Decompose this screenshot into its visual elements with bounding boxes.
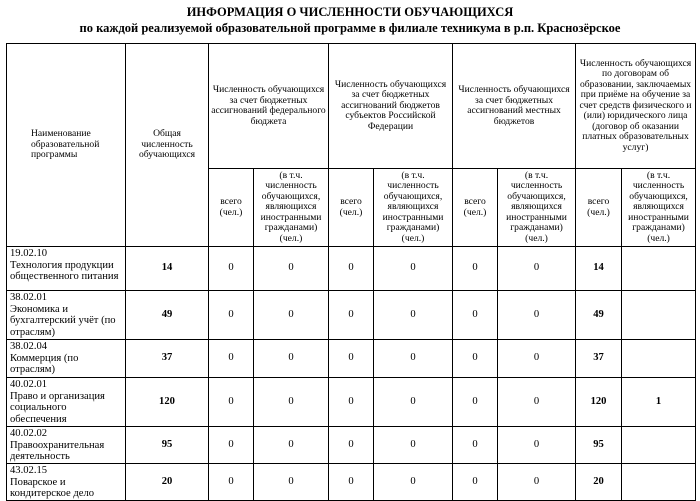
loc-all-cell: 0: [453, 291, 498, 340]
total-cell: 95: [126, 427, 209, 464]
total-cell: 14: [126, 247, 209, 291]
table-row: [7, 378, 696, 427]
header-fed-foreign: (в т.ч. численность обучающихся, являющихся иностранными гражданами) (чел.): [254, 169, 329, 247]
reg-all-cell: 0: [329, 340, 374, 378]
reg-foreign-cell: 0: [374, 291, 453, 340]
program-code: 38.02.01: [10, 292, 48, 303]
header-fed-all: всего (чел.): [209, 169, 254, 247]
paid-foreign-cell: [622, 427, 696, 464]
reg-foreign-cell: 0: [374, 464, 453, 501]
header-federal: Численность обучающихся за счет бюджетных ассигнований федерального бюджета: [209, 44, 329, 169]
paid-foreign-cell: [622, 340, 696, 378]
program-name: Правоохранительная деятельность: [10, 439, 105, 462]
table-row: [7, 340, 696, 378]
header-loc-foreign: (в т.ч. численность обучающихся, являющихся иностранными гражданами) (чел.): [498, 169, 576, 247]
header-regional: Численность обучающихся за счет бюджетных ассигнований бюджетов субъектов Российской Федерации: [329, 44, 453, 169]
fed-foreign-cell: 0: [254, 378, 329, 427]
header-paid-all: всего (чел.): [576, 169, 622, 247]
program-cell: [7, 291, 126, 340]
fed-foreign-cell: 0: [254, 464, 329, 501]
paid-all-cell: 37: [576, 340, 622, 378]
fed-all-cell: 0: [209, 247, 254, 291]
program-cell: [7, 427, 126, 464]
loc-all-cell: 0: [453, 378, 498, 427]
program-name: Коммерция (по отраслям): [10, 352, 79, 375]
header-total: Общая численность обучающихся: [126, 44, 209, 247]
paid-foreign-cell: [622, 247, 696, 291]
program-code: 43.02.15: [10, 465, 48, 476]
program-name: Технология продукции общественного питания: [10, 259, 119, 282]
loc-foreign-cell: 0: [498, 340, 576, 378]
loc-all-cell: 0: [453, 247, 498, 291]
reg-all-cell: 0: [329, 291, 374, 340]
fed-all-cell: 0: [209, 291, 254, 340]
header-loc-all: всего (чел.): [453, 169, 498, 247]
paid-all-cell: 95: [576, 427, 622, 464]
title-line-1: ИНФОРМАЦИЯ О ЧИСЛЕННОСТИ ОБУЧАЮЩИХСЯ: [186, 5, 514, 19]
fed-all-cell: 0: [209, 340, 254, 378]
program-code: 19.02.10: [10, 248, 48, 259]
program-cell: [7, 340, 126, 378]
fed-foreign-cell: 0: [254, 291, 329, 340]
total-cell: 120: [126, 378, 209, 427]
program-cell: [7, 378, 126, 427]
table-row: [7, 247, 696, 291]
reg-all-cell: 0: [329, 378, 374, 427]
paid-all-cell: 14: [576, 247, 622, 291]
reg-foreign-cell: 0: [374, 247, 453, 291]
loc-foreign-cell: 0: [498, 427, 576, 464]
program-cell: [7, 464, 126, 501]
loc-all-cell: 0: [453, 464, 498, 501]
program-cell: [7, 247, 126, 291]
fed-foreign-cell: 0: [254, 427, 329, 464]
document-title: [0, 0, 700, 36]
reg-foreign-cell: 0: [374, 378, 453, 427]
program-code: 40.02.02: [10, 428, 48, 439]
table-row: [7, 291, 696, 340]
fed-foreign-cell: 0: [254, 247, 329, 291]
fed-foreign-cell: 0: [254, 340, 329, 378]
loc-foreign-cell: 0: [498, 247, 576, 291]
reg-all-cell: 0: [329, 464, 374, 501]
program-code: 40.02.01: [10, 379, 48, 390]
paid-foreign-cell: 1: [622, 378, 696, 427]
program-name: Поварское и кондитерское дело: [10, 476, 95, 499]
students-table: [6, 43, 696, 501]
table-row: [7, 464, 696, 501]
total-cell: 37: [126, 340, 209, 378]
table-body: [7, 247, 696, 501]
total-cell: 49: [126, 291, 209, 340]
table-row: [7, 427, 696, 464]
loc-foreign-cell: 0: [498, 464, 576, 501]
reg-all-cell: 0: [329, 247, 374, 291]
total-cell: 20: [126, 464, 209, 501]
paid-foreign-cell: [622, 291, 696, 340]
header-paid-foreign: (в т.ч. численность обучающихся, являющихся иностранными гражданами) (чел.): [622, 169, 696, 247]
program-name: Экономика и бухгалтерский учёт (по отраслям): [10, 303, 116, 338]
title-line-2: по каждой реализуемой образовательной программе в филиале техникума в р.п. Краснозёрское: [79, 21, 621, 35]
reg-foreign-cell: 0: [374, 340, 453, 378]
paid-all-cell: 120: [576, 378, 622, 427]
header-reg-foreign: (в т.ч. численность обучающихся, являющихся иностранными гражданами) (чел.): [374, 169, 453, 247]
reg-all-cell: 0: [329, 427, 374, 464]
reg-foreign-cell: 0: [374, 427, 453, 464]
fed-all-cell: 0: [209, 464, 254, 501]
paid-all-cell: 20: [576, 464, 622, 501]
header-paid: Численность обучающихся по договорам об образовании, заключаемых при приёме на обучение за счет средств физического и (или) юридического лица (договор об оказании платных образовательных услуг): [576, 44, 696, 169]
program-code: 38.02.04: [10, 341, 48, 352]
paid-foreign-cell: [622, 464, 696, 501]
header-reg-all: всего (чел.): [329, 169, 374, 247]
fed-all-cell: 0: [209, 378, 254, 427]
loc-all-cell: 0: [453, 340, 498, 378]
header-local: Численность обучающихся за счет бюджетных ассигнований местных бюджетов: [453, 44, 576, 169]
fed-all-cell: 0: [209, 427, 254, 464]
loc-foreign-cell: 0: [498, 291, 576, 340]
loc-all-cell: 0: [453, 427, 498, 464]
header-program: Наименование образовательной программы: [7, 44, 126, 247]
paid-all-cell: 49: [576, 291, 622, 340]
program-name: Право и организация социального обеспечения: [10, 390, 105, 425]
loc-foreign-cell: 0: [498, 378, 576, 427]
